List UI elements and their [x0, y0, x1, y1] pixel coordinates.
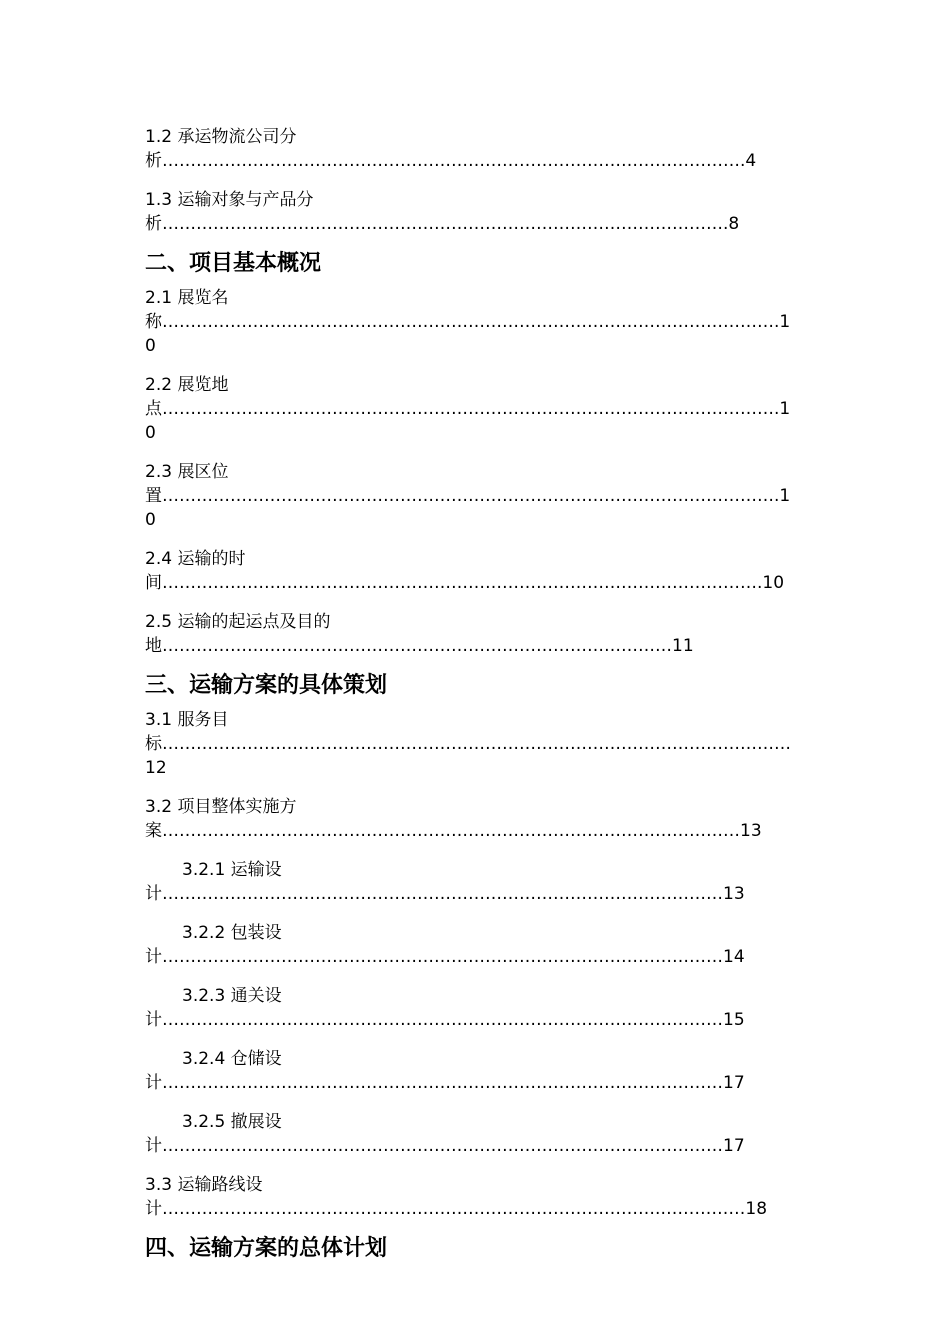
toc-leader-dots: ……………	[638, 1073, 723, 1093]
toc-page-number: 10	[145, 486, 791, 530]
toc-page-number: 11	[672, 636, 694, 656]
toc-leader-dots: ……………	[655, 821, 740, 841]
toc-page-number: 13	[723, 884, 745, 904]
toc-leader-dots: …………………………………………………………………………	[162, 1136, 638, 1156]
toc-entry[interactable]	[145, 858, 797, 906]
toc-entry-title: 仓储设计	[145, 1049, 282, 1093]
toc-leader-dots: ……………….	[655, 573, 763, 593]
toc-entry-title: 展区位置	[145, 462, 229, 506]
toc-entry-number: 3.1	[145, 710, 173, 730]
toc-entry-number: 1.2	[145, 127, 173, 147]
toc-entry-number: 3.2	[145, 797, 173, 817]
toc-leader-dots: …………………………………………………………………………….	[162, 1199, 661, 1219]
toc-leader-dots: ……………	[638, 884, 723, 904]
toc-entry-title: 撤展设计	[145, 1112, 282, 1156]
toc-entry[interactable]	[145, 373, 797, 445]
section-heading: 二、项目基本概况	[145, 250, 322, 276]
toc-entry-title: 运输路线设计	[145, 1175, 263, 1219]
toc-entry[interactable]	[145, 795, 797, 843]
toc-page-number: 18	[745, 1199, 768, 1219]
toc-entry-title: 运输的起运点及目的地	[145, 612, 331, 656]
toc-entry-title: 运输设计	[145, 860, 282, 904]
toc-entry-title: 展览地点	[145, 375, 229, 419]
toc-leader-dots: ……………	[587, 636, 672, 656]
toc-leader-dots: …………………………………………………………………………	[162, 1010, 638, 1030]
toc-leader-dots: ……………	[638, 1010, 723, 1030]
toc-leader-dots: ……………….	[672, 312, 780, 332]
toc-entry[interactable]	[145, 547, 797, 595]
toc-page-number: 8	[728, 214, 740, 234]
toc-entry-title: 承运物流公司分析	[145, 127, 297, 171]
toc-entry[interactable]	[145, 921, 797, 969]
section-heading: 四、运输方案的总体计划	[145, 1235, 388, 1261]
toc-entry-title: 通关设计	[145, 986, 282, 1030]
toc-leader-dots: ……………	[638, 1136, 723, 1156]
toc-leader-dots: …………………………………………………………………………	[162, 947, 638, 967]
toc-page-number: 14	[723, 947, 745, 967]
toc-entry[interactable]	[145, 708, 797, 780]
toc-entry-title: 服务目标	[145, 710, 229, 754]
toc-entry-title: 项目整体实施方案	[145, 797, 297, 841]
toc-page-number: 4	[745, 151, 757, 171]
toc-entry-number: 2.3	[145, 462, 173, 482]
toc-entry-number: 3.2.1	[182, 860, 226, 880]
toc-page-number: 13	[740, 821, 762, 841]
toc-entry[interactable]	[145, 188, 797, 236]
toc-page-number: 12	[145, 758, 167, 778]
toc-entry-number: 2.2	[145, 375, 173, 395]
toc-entry-number: 2.4	[145, 549, 173, 569]
table-of-contents	[145, 125, 797, 1271]
toc-entry-title: 运输对象与产品分析	[145, 190, 314, 234]
toc-entry-title: 包装设计	[145, 923, 282, 967]
toc-leader-dots: ……………………………………………………………………………	[162, 573, 655, 593]
toc-entry[interactable]	[145, 1110, 797, 1158]
toc-entry[interactable]	[145, 125, 797, 173]
toc-entry-number: 3.2.5	[182, 1112, 226, 1132]
toc-leader-dots: ………………………………………………………………………………	[162, 399, 672, 419]
toc-leader-dots: …………………………………………………………………………	[162, 884, 638, 904]
toc-leader-dots: ………………………………………………………………………………	[162, 486, 672, 506]
section-heading: 三、运输方案的具体策划	[145, 672, 388, 698]
toc-entry-number: 2.5	[145, 612, 173, 632]
toc-leader-dots: …………………………………………………………………………	[162, 1073, 638, 1093]
toc-entry-number: 2.1	[145, 288, 173, 308]
toc-entry-number: 1.3	[145, 190, 173, 210]
toc-leader-dots: ……………….	[672, 486, 780, 506]
toc-leader-dots: ……………………………………………………………………………	[162, 821, 655, 841]
toc-entry[interactable]	[145, 460, 797, 532]
toc-leader-dots: ……………	[638, 947, 723, 967]
toc-entry-number: 3.3	[145, 1175, 173, 1195]
toc-leader-dots: ……………….	[621, 214, 729, 234]
toc-leader-dots: ……………	[660, 1199, 746, 1219]
toc-leader-dots: ………………	[689, 734, 791, 754]
toc-leader-dots: ………………………………………………………………………………	[162, 312, 672, 332]
toc-entry[interactable]	[145, 984, 797, 1032]
toc-page-number: 15	[723, 1010, 745, 1030]
toc-entry[interactable]	[145, 1047, 797, 1095]
toc-leader-dots: ……………….	[672, 399, 780, 419]
toc-entry-title: 展览名称	[145, 288, 229, 332]
toc-leader-dots: …………………………………………………………………………………	[162, 734, 689, 754]
toc-entry-title: 运输的时间	[145, 549, 246, 593]
toc-page-number: 10	[145, 312, 791, 356]
toc-leader-dots: ………………………………………………………………………	[162, 214, 621, 234]
toc-entry-number: 3.2.4	[182, 1049, 226, 1069]
toc-leader-dots: …………………………………………………………………………	[162, 151, 638, 171]
toc-entry[interactable]	[145, 610, 797, 658]
toc-entry[interactable]	[145, 286, 797, 358]
toc-entry-number: 3.2.3	[182, 986, 226, 1006]
toc-leader-dots: …………………………………………………………………	[162, 636, 587, 656]
toc-page-number: 10	[762, 573, 785, 593]
toc-page-number: 17	[723, 1136, 745, 1156]
toc-entry[interactable]	[145, 1173, 797, 1221]
toc-page-number: 10	[145, 399, 791, 443]
toc-leader-dots: ……………….	[638, 151, 746, 171]
toc-entry-number: 3.2.2	[182, 923, 226, 943]
toc-page-number: 17	[723, 1073, 745, 1093]
